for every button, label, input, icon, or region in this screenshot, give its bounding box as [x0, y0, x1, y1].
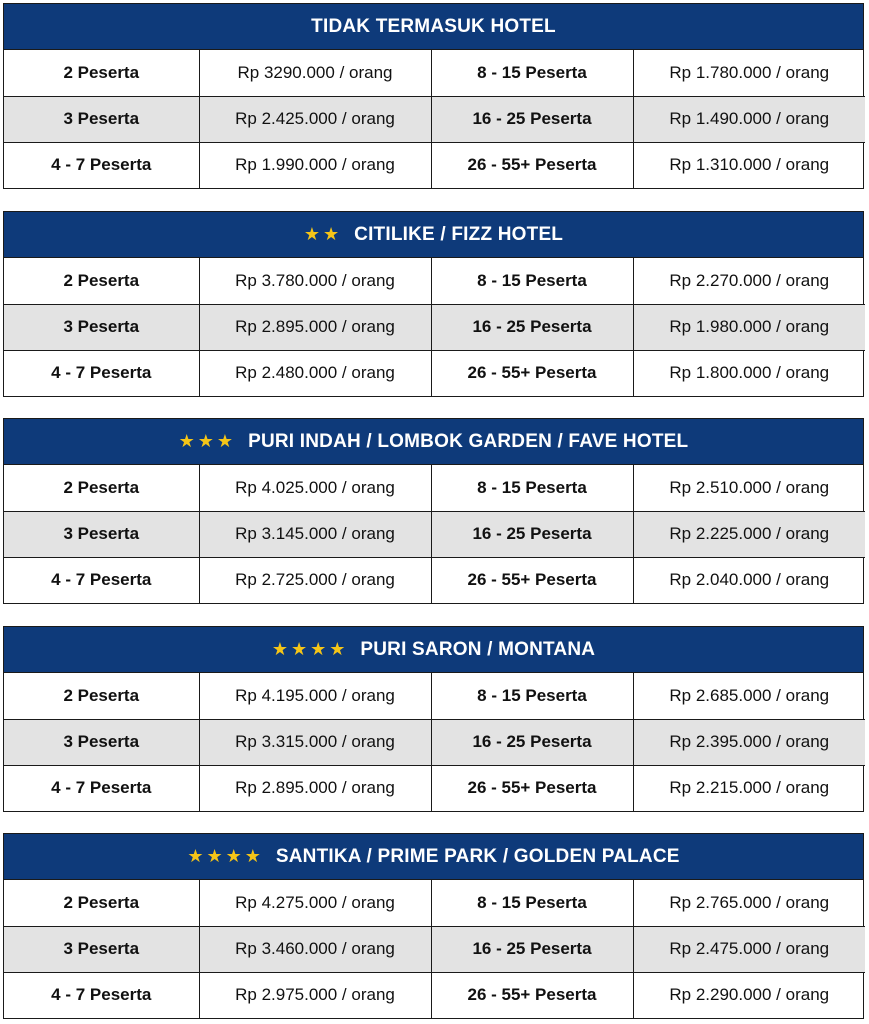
participant-count: 4 - 7 Peserta — [4, 350, 199, 396]
participant-count: 8 - 15 Peserta — [431, 673, 633, 719]
price-table-2-star — [3, 211, 864, 397]
section-header — [4, 419, 863, 465]
participant-count: 2 Peserta — [4, 880, 199, 926]
table-row — [4, 673, 865, 719]
table-row — [4, 304, 865, 350]
price-per-person: Rp 1.780.000 / orang — [633, 50, 865, 96]
price-per-person: Rp 2.685.000 / orang — [633, 673, 865, 719]
section-title: TIDAK TERMASUK HOTEL — [311, 15, 556, 37]
participant-count: 16 - 25 Peserta — [431, 511, 633, 557]
table-row — [4, 926, 865, 972]
star-rating-icon: ★★★ — [178, 431, 237, 451]
participant-count: 8 - 15 Peserta — [431, 880, 633, 926]
table-row — [4, 142, 865, 188]
participant-count: 26 - 55+ Peserta — [431, 350, 633, 396]
section-title: CITILIKE / FIZZ HOTEL — [354, 223, 564, 245]
price-per-person: Rp 2.475.000 / orang — [633, 926, 865, 972]
participant-count: 2 Peserta — [4, 258, 199, 304]
participant-count: 8 - 15 Peserta — [431, 258, 633, 304]
price-table — [4, 258, 865, 396]
price-per-person: Rp 4.025.000 / orang — [199, 465, 431, 511]
price-per-person: Rp 2.270.000 / orang — [633, 258, 865, 304]
table-row — [4, 465, 865, 511]
price-per-person: Rp 2.290.000 / orang — [633, 972, 865, 1018]
price-per-person: Rp 2.895.000 / orang — [199, 304, 431, 350]
participant-count: 3 Peserta — [4, 719, 199, 765]
price-table — [4, 50, 865, 188]
table-row — [4, 880, 865, 926]
table-row — [4, 50, 865, 96]
price-per-person: Rp 2.975.000 / orang — [199, 972, 431, 1018]
participant-count: 16 - 25 Peserta — [431, 304, 633, 350]
participant-count: 26 - 55+ Peserta — [431, 557, 633, 603]
price-per-person: Rp 2.480.000 / orang — [199, 350, 431, 396]
table-row — [4, 972, 865, 1018]
participant-count: 4 - 7 Peserta — [4, 557, 199, 603]
price-per-person: Rp 3.145.000 / orang — [199, 511, 431, 557]
table-row — [4, 96, 865, 142]
participant-count: 8 - 15 Peserta — [431, 465, 633, 511]
participant-count: 26 - 55+ Peserta — [431, 142, 633, 188]
participant-count: 26 - 55+ Peserta — [431, 765, 633, 811]
price-per-person: Rp 4.195.000 / orang — [199, 673, 431, 719]
price-per-person: Rp 1.990.000 / orang — [199, 142, 431, 188]
table-row — [4, 258, 865, 304]
section-header — [4, 627, 863, 673]
table-row — [4, 719, 865, 765]
section-header — [4, 212, 863, 258]
price-per-person: Rp 2.765.000 / orang — [633, 880, 865, 926]
participant-count: 3 Peserta — [4, 96, 199, 142]
price-table-3-star — [3, 418, 864, 604]
price-per-person: Rp 3290.000 / orang — [199, 50, 431, 96]
price-per-person: Rp 3.780.000 / orang — [199, 258, 431, 304]
price-per-person: Rp 2.040.000 / orang — [633, 557, 865, 603]
price-per-person: Rp 4.275.000 / orang — [199, 880, 431, 926]
star-rating-icon: ★★★★ — [187, 846, 264, 866]
participant-count: 3 Peserta — [4, 304, 199, 350]
price-per-person: Rp 2.425.000 / orang — [199, 96, 431, 142]
participant-count: 2 Peserta — [4, 673, 199, 719]
section-header — [4, 4, 863, 50]
participant-count: 16 - 25 Peserta — [431, 926, 633, 972]
price-table-4-star-b — [3, 833, 864, 1019]
price-table-no-hotel — [3, 3, 864, 189]
price-table-4-star-a — [3, 626, 864, 812]
price-per-person: Rp 3.460.000 / orang — [199, 926, 431, 972]
price-table — [4, 673, 865, 811]
participant-count: 26 - 55+ Peserta — [431, 972, 633, 1018]
section-title: SANTIKA / PRIME PARK / GOLDEN PALACE — [275, 845, 680, 867]
participant-count: 4 - 7 Peserta — [4, 142, 199, 188]
table-row — [4, 557, 865, 603]
price-per-person: Rp 1.800.000 / orang — [633, 350, 865, 396]
star-rating-icon: ★★ — [303, 224, 343, 244]
price-per-person: Rp 2.225.000 / orang — [633, 511, 865, 557]
participant-count: 4 - 7 Peserta — [4, 972, 199, 1018]
table-row — [4, 511, 865, 557]
price-per-person: Rp 2.725.000 / orang — [199, 557, 431, 603]
participant-count: 4 - 7 Peserta — [4, 765, 199, 811]
section-title: PURI SARON / MONTANA — [360, 638, 596, 660]
price-per-person: Rp 1.490.000 / orang — [633, 96, 865, 142]
participant-count: 16 - 25 Peserta — [431, 719, 633, 765]
section-header — [4, 834, 863, 880]
participant-count: 16 - 25 Peserta — [431, 96, 633, 142]
participant-count: 8 - 15 Peserta — [431, 50, 633, 96]
star-rating-icon: ★★★★ — [271, 639, 349, 659]
participant-count: 3 Peserta — [4, 511, 199, 557]
price-per-person: Rp 2.395.000 / orang — [633, 719, 865, 765]
participant-count: 2 Peserta — [4, 50, 199, 96]
price-per-person: Rp 2.895.000 / orang — [199, 765, 431, 811]
price-table — [4, 880, 865, 1018]
price-table — [4, 465, 865, 603]
participant-count: 3 Peserta — [4, 926, 199, 972]
price-per-person: Rp 1.310.000 / orang — [633, 142, 865, 188]
price-per-person: Rp 2.215.000 / orang — [633, 765, 865, 811]
table-row — [4, 350, 865, 396]
price-per-person: Rp 1.980.000 / orang — [633, 304, 865, 350]
participant-count: 2 Peserta — [4, 465, 199, 511]
section-title: PURI INDAH / LOMBOK GARDEN / FAVE HOTEL — [248, 430, 689, 452]
table-row — [4, 765, 865, 811]
price-per-person: Rp 3.315.000 / orang — [199, 719, 431, 765]
price-per-person: Rp 2.510.000 / orang — [633, 465, 865, 511]
